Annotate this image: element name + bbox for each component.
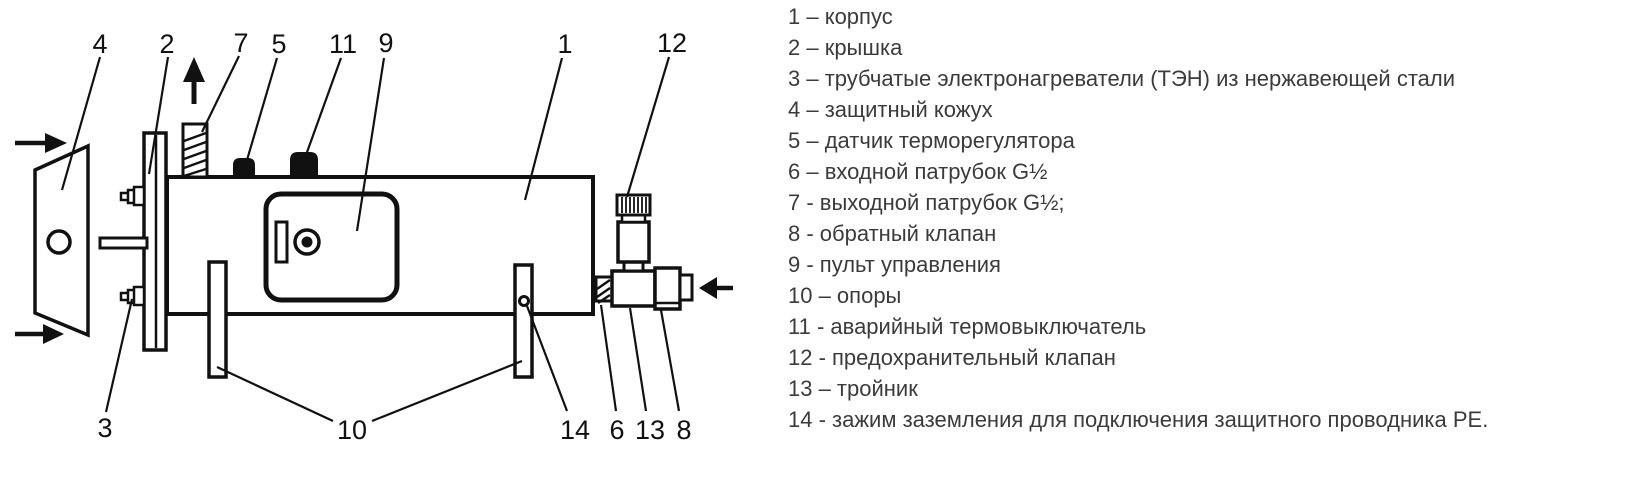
part-outlet-pipe [183, 124, 207, 177]
part-protective-casing [35, 146, 88, 335]
part-safety-valve [617, 195, 650, 262]
outlet-flow-arrow-up-icon [183, 57, 205, 104]
flow-in-arrow-top-icon [15, 133, 67, 153]
legend-item-10: 10 – опоры [788, 283, 902, 308]
part-control-panel [266, 194, 397, 300]
inlet-flow-arrow-left-icon [699, 277, 733, 299]
part-thermal-cutout [290, 152, 318, 177]
legend-item-1: 1 – корпус [788, 4, 893, 29]
callout-4: 4 [92, 29, 108, 59]
part-check-valve [655, 268, 692, 309]
callout-7: 7 [233, 28, 249, 58]
callout-5: 5 [271, 29, 287, 59]
legend-item-12: 12 - предохранительный клапан [788, 345, 1116, 370]
part-inlet-pipe [596, 277, 612, 303]
callout-10: 10 [336, 415, 368, 445]
callout-3: 3 [97, 413, 113, 443]
callout-14: 14 [559, 415, 591, 445]
callout-13: 13 [634, 415, 666, 445]
callout-6: 6 [609, 415, 625, 445]
legend-item-7: 7 - выходной патрубок G½; [788, 190, 1065, 215]
part-grounding-clamp [520, 297, 529, 306]
legend-item-13: 13 – тройник [788, 376, 918, 401]
flow-in-arrow-bottom-icon [15, 324, 64, 344]
legend-item-2: 2 – крышка [788, 35, 903, 60]
callout-9: 9 [378, 28, 394, 58]
part-heater-terminals [100, 187, 147, 305]
callout-8: 8 [676, 415, 692, 445]
legend-item-8: 8 - обратный клапан [788, 221, 997, 246]
legend-item-14: 14 - зажим заземления для подключения защитного проводника PE. [788, 407, 1489, 432]
legend-item-4: 4 – защитный кожух [788, 97, 993, 122]
legend [788, 1, 1488, 435]
callout-2: 2 [159, 29, 175, 59]
callout-12: 12 [656, 28, 688, 58]
heater-diagram [0, 0, 760, 484]
callout-1: 1 [557, 29, 573, 59]
legend-item-11: 11 - аварийный термовыключатель [788, 314, 1147, 339]
legend-item-5: 5 – датчик терморегулятора [788, 128, 1075, 153]
legend-item-3: 3 – трубчатые электронагреватели (ТЭН) из нержавеющей стали [788, 66, 1456, 91]
legend-item-9: 9 - пульт управления [788, 252, 1001, 277]
part-thermostat-sensor [233, 158, 255, 177]
part-tee [612, 262, 655, 306]
legend-item-6: 6 – входной патрубок G½ [788, 159, 1048, 184]
callout-11: 11 [328, 29, 358, 59]
